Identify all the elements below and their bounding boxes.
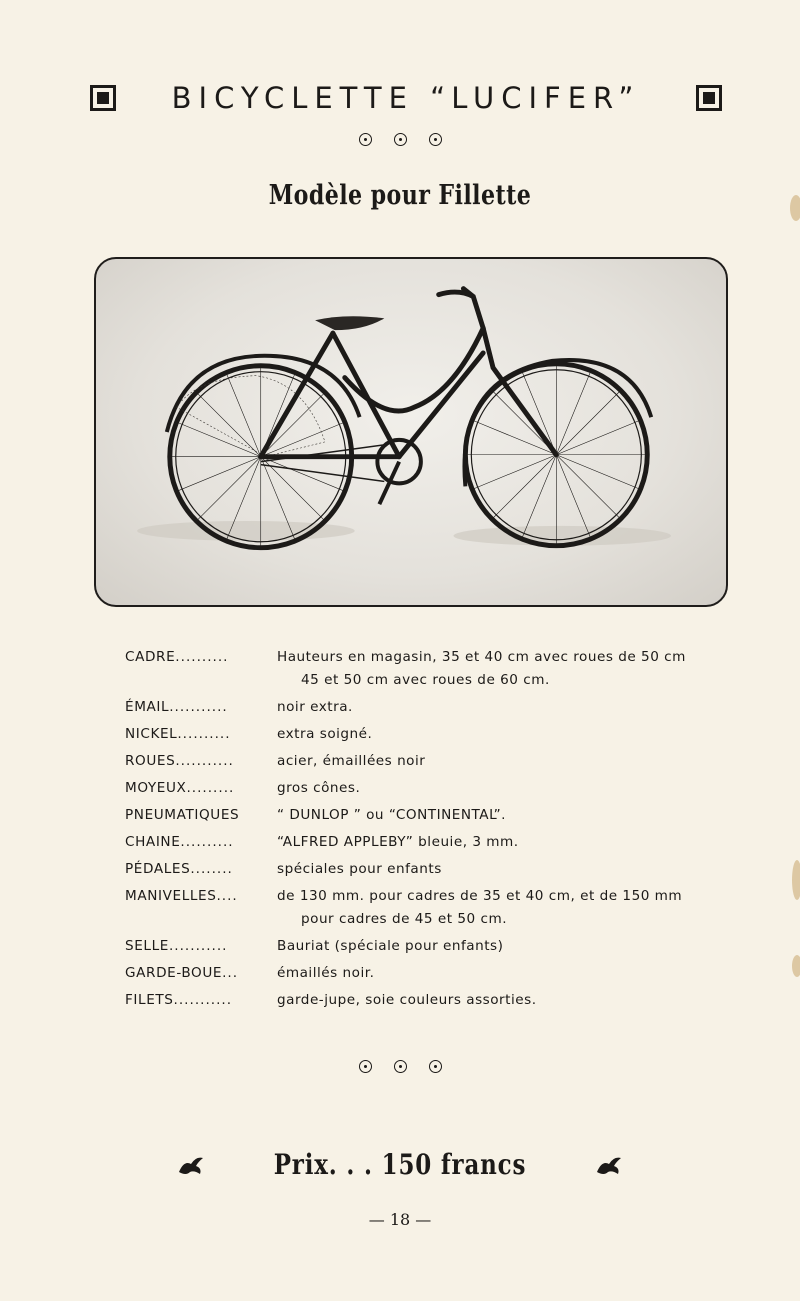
paper-stain — [790, 195, 800, 221]
spec-value: extra soigné. — [277, 726, 373, 742]
dot-circle-icon — [429, 133, 442, 146]
spec-label: SELLE — [125, 938, 169, 954]
spec-table — [125, 646, 735, 1016]
leader-dots: .......... — [177, 726, 231, 742]
leader-dots: .......... — [175, 649, 229, 665]
page-title: BICYCLETTE “LUCIFER” — [171, 81, 641, 115]
page-number: — 18 — — [368, 1210, 432, 1229]
spec-row-pedales — [125, 858, 735, 881]
leader-dots: .......... — [180, 834, 234, 850]
bicycle-photo — [94, 257, 728, 607]
spec-label: CADRE — [125, 649, 176, 665]
dot-circle-icon — [359, 1060, 372, 1073]
leader-dots: ......... — [186, 780, 235, 796]
spec-row-manivelles — [125, 885, 735, 931]
spec-label: ROUES — [125, 753, 176, 769]
spec-label: GARDE-BOUE — [125, 965, 223, 981]
spec-value-continuation: 45 et 50 cm avec roues de 60 cm. — [301, 672, 550, 688]
spec-row-garde-boue — [125, 962, 735, 985]
leader-dots: .... — [216, 888, 238, 904]
spec-value: noir extra. — [277, 699, 353, 715]
spec-label: CHAINE — [125, 834, 181, 850]
dot-circle-icon — [429, 1060, 442, 1073]
spec-value: Hauteurs en magasin, 35 et 40 cm avec roues de 50 cm — [277, 649, 686, 665]
spec-value: de 130 mm. pour cadres de 35 et 40 cm, et de 150 mm — [277, 888, 683, 904]
spec-value: “ DUNLOP ” ou “CONTINENTAL”. — [277, 807, 506, 823]
front-mudguard — [464, 360, 651, 486]
handlebar — [439, 289, 483, 329]
fleuron-icon — [176, 1152, 206, 1178]
spec-label: NICKEL — [125, 726, 178, 742]
paper-stain — [792, 860, 800, 900]
spec-value: Bauriat (spéciale pour enfants) — [277, 938, 504, 954]
spec-value: émaillés noir. — [277, 965, 375, 981]
spec-row-pneumatiques — [125, 804, 735, 827]
ornament-dots-top — [0, 133, 800, 146]
paper-stain — [792, 955, 800, 977]
saddle — [315, 316, 384, 330]
spec-row-chaine — [125, 831, 735, 854]
chainring — [377, 440, 420, 483]
title-row — [90, 80, 722, 116]
leader-dots: ........... — [175, 753, 234, 769]
spec-row-email — [125, 696, 735, 719]
ornament-dots-bottom — [0, 1060, 800, 1073]
spec-value: garde-jupe, soie couleurs assorties. — [277, 992, 537, 1008]
spec-row-roues — [125, 750, 735, 773]
spec-row-filets — [125, 989, 735, 1012]
spec-value: gros cônes. — [277, 780, 361, 796]
leader-dots: ........... — [169, 699, 228, 715]
spec-row-moyeux — [125, 777, 735, 800]
spec-label: PÉDALES — [125, 861, 191, 877]
leader-dots: ... — [222, 965, 239, 981]
spec-value: “ALFRED APPLEBY” bleuie, 3 mm. — [277, 834, 519, 850]
spec-row-cadre — [125, 646, 735, 692]
fleuron-icon — [594, 1152, 624, 1178]
leader-dots: ........ — [190, 861, 233, 877]
spec-row-nickel — [125, 723, 735, 746]
framed-square-icon — [90, 85, 116, 111]
framed-square-icon — [696, 85, 722, 111]
spec-label: ÉMAIL — [125, 699, 170, 715]
bicycle-frame — [261, 328, 557, 457]
model-subtitle: Modèle pour Fillette — [268, 180, 532, 211]
dot-circle-icon — [394, 133, 407, 146]
spec-value: acier, émaillées noir — [277, 753, 426, 769]
leader-dots: ........... — [173, 992, 233, 1008]
spec-label: MANIVELLES — [125, 888, 217, 904]
leader-dots: ........... — [168, 938, 228, 954]
spec-label: PNEUMATIQUES — [125, 807, 240, 823]
chain — [261, 445, 385, 482]
spec-value: spéciales pour enfants — [277, 861, 442, 877]
price-label: Prix. . . 150 francs — [273, 1148, 527, 1181]
dot-circle-icon — [394, 1060, 407, 1073]
price-row — [0, 1148, 800, 1181]
bicycle-illustration — [96, 259, 726, 605]
dot-circle-icon — [359, 133, 372, 146]
spec-label: FILETS — [125, 992, 174, 1008]
spec-label: MOYEUX — [125, 780, 187, 796]
spec-row-selle — [125, 935, 735, 958]
spec-value-continuation: pour cadres de 45 et 50 cm. — [301, 911, 508, 927]
